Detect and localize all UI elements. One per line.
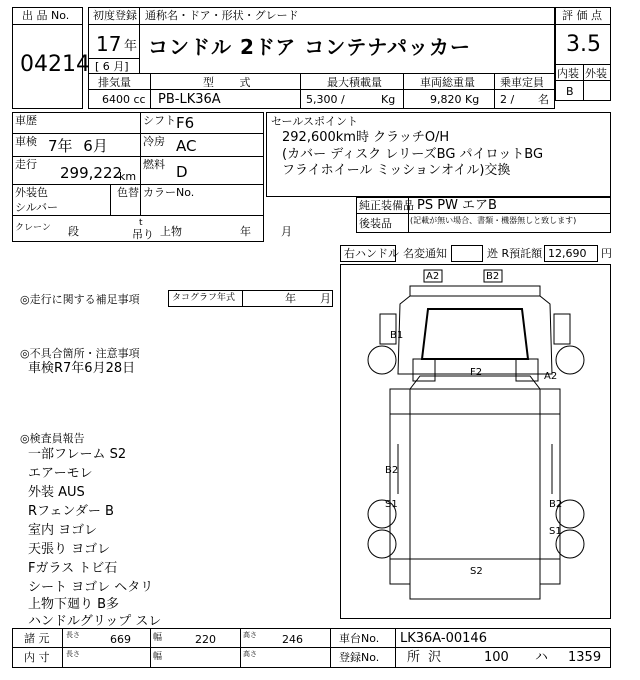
inspection-label: 車検 [15, 135, 37, 148]
sales-line-2: (カバー ディスク レリーズBG パイロットBG [282, 147, 544, 162]
damage-mark-a2-right: A2 [544, 371, 558, 382]
inspector-line: Fガラス トビ石 [28, 561, 118, 576]
damage-mark-s2: S2 [470, 566, 483, 577]
plate-class: 100 [484, 650, 509, 665]
footer-box [12, 628, 611, 668]
length-label: 長さ [66, 631, 80, 639]
crane-label: クレーン [15, 223, 51, 233]
crane-suspend: 吊り [132, 228, 154, 241]
width-label: 幅 [153, 633, 163, 643]
crane-year: 年 [240, 225, 251, 238]
inspector-line: エアーモレ [28, 466, 93, 481]
height-label: 高さ [243, 631, 257, 639]
ext-color-label: 外装色 [15, 186, 48, 199]
aftermarket-note: (記載が無い場合、書類・機器無しと致します) [410, 216, 577, 225]
grade: 3.5 [566, 32, 601, 57]
mileage-unit: km [119, 170, 137, 183]
model-name: コンドル 2ドア コンテナパッカー [148, 35, 472, 59]
name-header-label: 通称名・ドア・形状・グレード [145, 9, 299, 22]
name-change-label: 名変通知 [403, 247, 447, 260]
tacho-label: タコグラフ年式 [172, 293, 236, 303]
dispute-label: 迯 R預託額 [487, 247, 543, 260]
aircon: AC [176, 137, 197, 155]
model-label: 型 式 [203, 76, 251, 89]
color-change-label: 色替 [117, 186, 139, 199]
displacement-label: 排気量 [98, 76, 131, 89]
genuine-label: 純正装備品 [359, 199, 414, 212]
tacho-year: 年 [285, 292, 296, 305]
damage-mark-s1-right: S1 [549, 526, 562, 537]
inspector-line: 天張り ヨゴレ [28, 542, 111, 557]
capacity-unit: 名 [538, 93, 549, 106]
aftermarket-label: 後装品 [359, 217, 392, 230]
inner-dims-label: 内 寸 [24, 651, 50, 664]
crane-load-label: 上物 [160, 225, 182, 238]
inspector-line: 室内 ヨゴレ [28, 523, 98, 538]
crane-t: t [139, 218, 143, 228]
year-unit: 年 [124, 39, 138, 54]
ext-color: シルバー [15, 201, 58, 214]
interior-grade: B [566, 85, 574, 98]
fuel-label: 燃料 [143, 158, 165, 171]
damage-mark-b2-front: B2 [486, 271, 500, 282]
crane-stage: 段 [68, 225, 79, 238]
lot-no-label: 出 品 No. [22, 9, 70, 22]
inspector-label: ◎検査員報告 [20, 432, 85, 445]
yen-unit: 円 [601, 247, 612, 260]
color-no-label: カラーNo. [143, 186, 195, 199]
history-label: 車歴 [15, 114, 37, 127]
sales-line-1: 292,600km時 クラッチO/H [282, 130, 450, 145]
mileage: 299,222 [60, 164, 123, 182]
defects-label: ◎不具合箇所・注意事項 [20, 347, 140, 360]
max-load: 5,300 / [306, 93, 345, 106]
grade-label: 評 価 点 [562, 9, 602, 22]
damage-mark-f2: F2 [470, 367, 483, 378]
height: 246 [282, 633, 303, 646]
name-change-box [451, 245, 483, 262]
max-load-unit: Kg [381, 93, 396, 106]
damage-mark-s1-left: S1 [385, 499, 398, 510]
inspector-line: ハンドルグリップ スレ [28, 614, 162, 629]
shift: F6 [176, 114, 195, 132]
plate-number: 1359 [568, 650, 602, 665]
inspector-line: 一部フレーム S2 [28, 447, 127, 462]
reg-month: [ 6 月] [95, 60, 129, 73]
crane-month: 月 [281, 225, 292, 238]
shift-label: シフト [143, 114, 176, 127]
reg-year: 17 [96, 32, 122, 56]
dims-label: 諸 元 [24, 632, 50, 645]
capacity-label: 乗車定員 [500, 76, 544, 89]
sales-line-3: フライホイール ミッションオイル)交換 [282, 163, 511, 178]
interior-label: 内装 [557, 67, 579, 80]
width: 220 [195, 633, 216, 646]
max-load-label: 最大積載量 [327, 76, 382, 89]
plate-label: 登録No. [339, 651, 380, 664]
defect-line: 車検R7年6月28日 [28, 361, 136, 376]
damage-mark-b2-left: B2 [385, 465, 399, 476]
mileage-label: 走行 [15, 158, 37, 171]
fuel: D [176, 163, 188, 181]
model-code: PB-LK36A [158, 92, 221, 107]
chassis-label: 車台No. [339, 632, 380, 645]
recycle-fee: 12,690 [548, 247, 587, 260]
length-label: 長さ [66, 650, 80, 658]
inspector-line: 上物下廻り B多 [28, 597, 120, 612]
width-label: 幅 [153, 652, 163, 662]
genuine-equipment: PS PW エアB [417, 198, 497, 213]
tacho-month: 月 [320, 292, 331, 305]
inspector-line: 外装 AUS [28, 485, 85, 500]
damage-mark-b1: B1 [390, 330, 404, 341]
aircon-label: 冷房 [143, 135, 165, 148]
plate-kana: ハ [535, 650, 549, 665]
plate-area: 所 沢 [407, 650, 442, 665]
sales-points-label: セールスポイント [271, 115, 359, 128]
length: 669 [110, 633, 131, 646]
exterior-label: 外装 [585, 67, 607, 80]
inspection: 7年 6月 [48, 137, 108, 155]
inspector-line: Rフェンダー B [28, 504, 114, 519]
running-notes-label: ◎走行に関する補足事項 [20, 293, 140, 306]
gross-weight-label: 車両総重量 [420, 76, 475, 89]
chassis-no: LK36A-00146 [400, 631, 487, 646]
steering: 右ハンドル [344, 247, 399, 260]
first-reg-label: 初度登録 [93, 9, 137, 22]
displacement: 6400 cc [102, 93, 146, 106]
damage-mark-b2-right: B2 [549, 499, 563, 510]
gross-weight: 9,820 Kg [430, 93, 480, 106]
lot-no: 04214 [20, 52, 90, 77]
inspector-line: シート ヨゴレ ヘタリ [28, 580, 154, 595]
damage-mark-a2-front: A2 [426, 271, 440, 282]
height-label: 高さ [243, 650, 257, 658]
capacity: 2 / [500, 93, 515, 106]
